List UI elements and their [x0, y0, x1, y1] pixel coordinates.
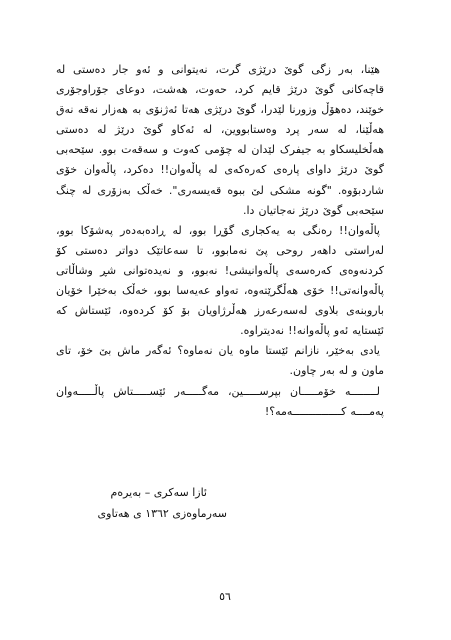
body-text [56, 60, 384, 422]
paragraph-2: پاڵەوان!! رەنگی بە یەکجاری گۆڕا بوو، لە ڕادەبەدەر پەشۆکا بوو، لەراستی داهەر روحی پێ نەمابوو، تا سەعاتێک دواتر دەستی کۆ کردنەوەی کەرەسەی پاڵەوانیشی! نەبوو، و نەیدەتوانی شڕ وشاڵاتی پاڵەوانەتی!! خۆی هەڵگرێتەوە، تەواو عەیەسا بوو، خەڵک بەخێرا خۆیان باروبنەی بلاوی لەسەرعەرز هەڵرژاویان بۆ کۆ کردەوە، ئێستاش کە ئێستایە ئەو پاڵەوانە!! نەدیتراوە. [56, 223, 384, 338]
paragraph-3: یادی بەخێر، نازانم ئێستا ماوە یان نەماوە؟ ئەگەر ماش بێ خۆ، تای ماون و لە بەر چاون. [56, 344, 384, 378]
signature-date: سەرماوەزی ١٣٦٢ ی هەتاوی [97, 507, 227, 520]
paragraph-1: هێنا، بەر زگی گوێ درێژی گرت، نەیتوانی و ئەو جار دەستی لە قاچەکانی گوێ درێژ قایم کرد، حەوت، هەشت، دوعای جۆراوجۆری خوێند، دەهۆڵ وزورنا لێدرا، گوێ درێژی هەتا ئەژنۆی بە هەزار نەقە نەق هەڵێنا، لە سەر پرد وەستابووین، لە ئەکاو گوێ درێژ لە دەستی هەڵخلیسکاو بە جیفرک لێدان لە چۆمی کەوت و سەقەت بوو. سێحەبی گوێ درێژ داوای پارەی کەرەکەی لە پاڵەوان!! دەکرد، پاڵەوان خۆی شاردبۆوە. "گونە مشکی لێ ببوە قەیسەری". خەڵک بەزۆری لە چنگ سێحەبی گوێ درێژ نەجاتیان دا. [56, 63, 384, 217]
author-signature: ئازا سەکری – بەیرەم [110, 486, 207, 499]
page-number: ٥٦ [219, 590, 231, 603]
paragraph-4: لــــــــە خۆمـــــان بپرســـــین، مەگـــــەر ئێســـــتاش پاڵـــــەوان پەمــــە کـــــــــــــــەمە؟! [56, 384, 384, 418]
